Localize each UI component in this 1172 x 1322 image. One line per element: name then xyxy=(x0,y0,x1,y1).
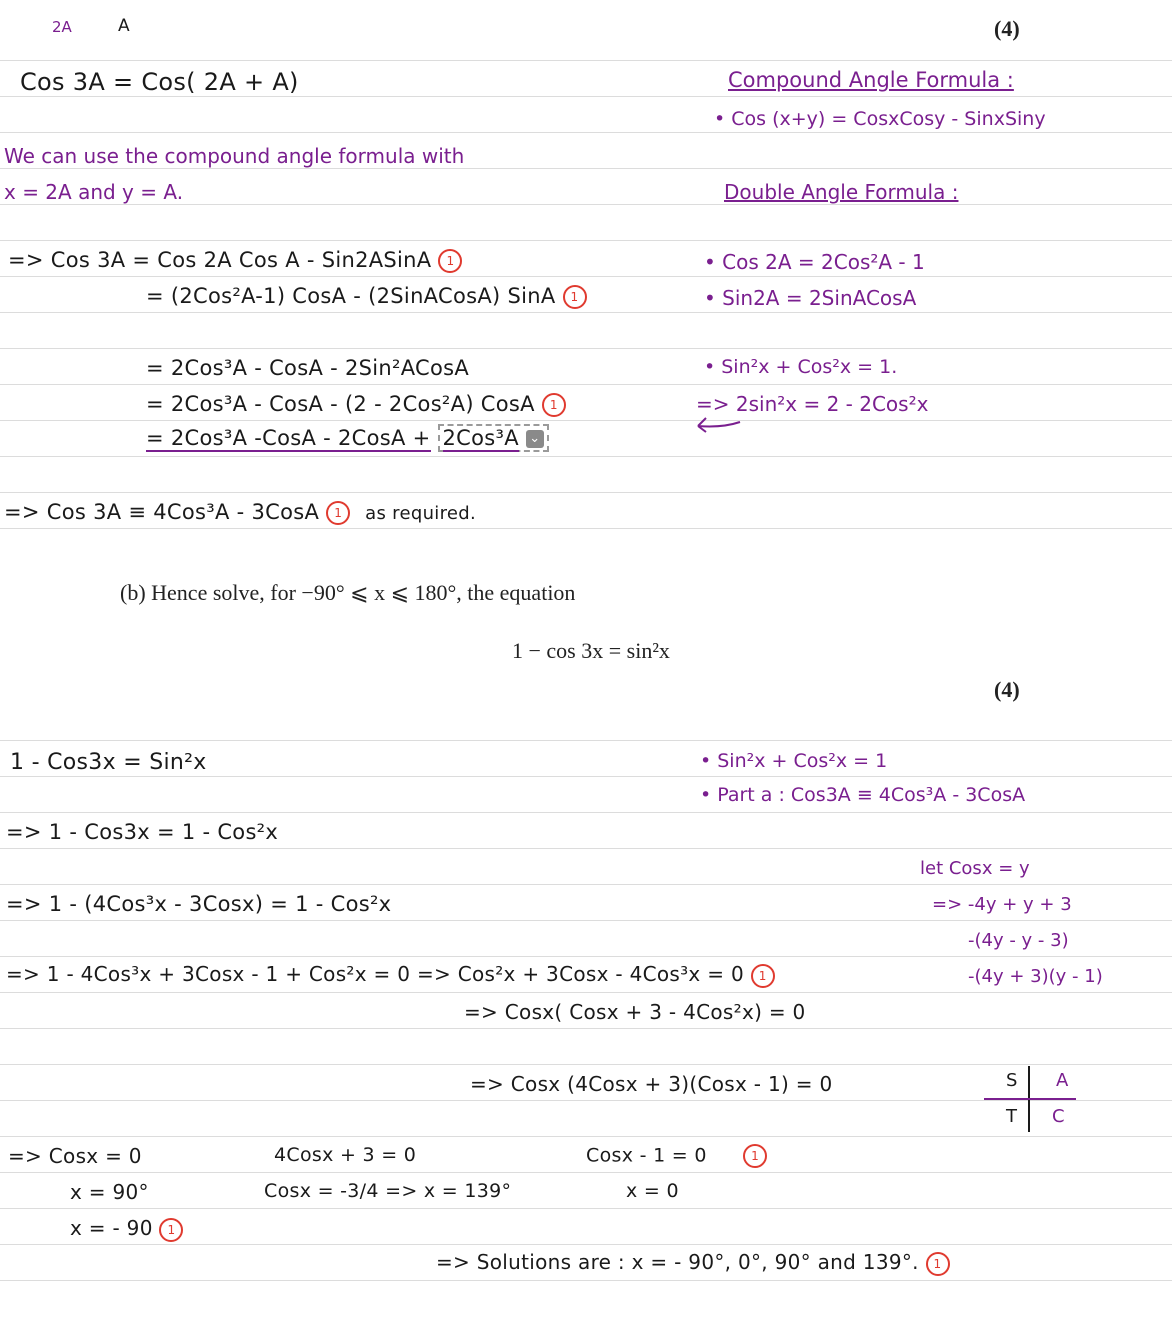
part-b-line6: => Cosx (4Cosx + 3)(Cosx - 1) = 0 xyxy=(470,1072,833,1096)
cast-a: A xyxy=(1056,1070,1069,1091)
side-title-compound: Compound Angle Formula : xyxy=(728,68,1014,92)
side-b-quad3: -(4y + 3)(y - 1) xyxy=(968,966,1103,987)
step-2: = (2Cos²A-1) CosA - (2SinACosA) SinA 1 xyxy=(146,284,587,309)
part-b-line2: => 1 - Cos3x = 1 - Cos²x xyxy=(6,820,279,844)
solution-cos0: => Cosx = 0 xyxy=(8,1144,142,1168)
part-b-line5: => Cosx( Cosx + 3 - 4Cos²x) = 0 xyxy=(464,1000,806,1024)
part-b-line3: => 1 - (4Cos³x - 3Cosx) = 1 - Cos²x xyxy=(6,892,392,916)
explanation-line2: x = 2A and y = A. xyxy=(4,180,184,204)
side-formula-compound: • Cos (x+y) = CosxCosy - SinxSiny xyxy=(714,108,1046,130)
explanation-line1: We can use the compound angle formula with xyxy=(4,144,465,168)
annotation-2a: 2A xyxy=(52,18,72,36)
left-arrow-icon xyxy=(692,414,742,434)
mark-icon: 1 xyxy=(438,249,462,273)
final-solutions: => Solutions are : x = - 90°, 0°, 90° and 139°. 1 xyxy=(436,1250,950,1276)
side-b-quad1: => -4y + y + 3 xyxy=(932,894,1072,915)
cast-s: S xyxy=(1006,1070,1018,1091)
solution-4cos: 4Cosx + 3 = 0 xyxy=(274,1144,417,1166)
cast-c: C xyxy=(1052,1106,1065,1127)
mark-icon: 1 xyxy=(159,1218,183,1242)
side-b-pythag: • Sin²x + Cos²x = 1 xyxy=(700,750,888,772)
side-b-quad2: -(4y - y - 3) xyxy=(968,930,1069,951)
chevron-down-icon[interactable]: ⌄ xyxy=(526,430,544,448)
solution-cos1: Cosx - 1 = 0 1 xyxy=(586,1144,767,1168)
question-b-text: (b) Hence solve, for −90° ⩽ x ⩽ 180°, the equation xyxy=(120,580,576,605)
part-a-result: => Cos 3A ≡ 4Cos³A - 3CosA 1 as required. xyxy=(4,500,477,524)
mark-icon: 1 xyxy=(926,1252,950,1276)
side-b-parta: • Part a : Cos3A ≡ 4Cos³A - 3CosA xyxy=(700,784,1026,806)
side-formula-cos2a: • Cos 2A = 2Cos²A - 1 xyxy=(704,250,925,274)
cast-t: T xyxy=(1006,1106,1017,1127)
solution-x90: x = 90° xyxy=(70,1180,149,1204)
step-1: => Cos 3A = Cos 2A Cos A - Sin2ASinA 1 xyxy=(8,248,462,273)
part-b-line1: 1 - Cos3x = Sin²x xyxy=(10,750,207,775)
solution-x0: x = 0 xyxy=(626,1180,679,1202)
cast-diagram xyxy=(980,1066,1100,1140)
mark-icon: 1 xyxy=(542,393,566,417)
selection-box[interactable]: 2Cos³A ⌄ xyxy=(438,424,549,452)
solution-x139: Cosx = -3/4 => x = 139° xyxy=(264,1180,512,1202)
mark-icon: 1 xyxy=(743,1144,767,1168)
mark-icon: 1 xyxy=(326,501,350,525)
annotation-a: A xyxy=(118,16,130,36)
side-b-let: let Cosx = y xyxy=(920,858,1030,879)
side-formula-pythag: • Sin²x + Cos²x = 1. xyxy=(704,356,898,378)
mark-icon: 1 xyxy=(751,964,775,988)
part-b-marks: (4) xyxy=(994,677,1020,702)
side-formula-rearranged: => 2sin²x = 2 - 2Cos²x xyxy=(696,392,929,416)
mark-icon: 1 xyxy=(563,285,587,309)
step-4: = 2Cos³A - CosA - (2 - 2Cos²A) CosA 1 xyxy=(146,392,566,417)
side-formula-sin2a: • Sin2A = 2SinACosA xyxy=(704,286,917,310)
side-title-double: Double Angle Formula : xyxy=(724,180,959,204)
part-a-line1: Cos 3A = Cos( 2A + A) xyxy=(20,68,299,96)
solution-xneg90: x = - 90 1 xyxy=(70,1216,183,1242)
part-a-marks: (4) xyxy=(994,16,1020,41)
part-b-line4: => 1 - 4Cos³x + 3Cosx - 1 + Cos²x = 0 => Cos²x + 3Cosx - 4Cos³x = 0 1 xyxy=(6,962,775,988)
step-3: = 2Cos³A - CosA - 2Sin²ACosA xyxy=(146,356,470,380)
step-5: = 2Cos³A -CosA - 2CosA + 2Cos³A ⌄ xyxy=(146,426,549,450)
question-b-equation: 1 − cos 3x = sin²x xyxy=(512,638,670,663)
